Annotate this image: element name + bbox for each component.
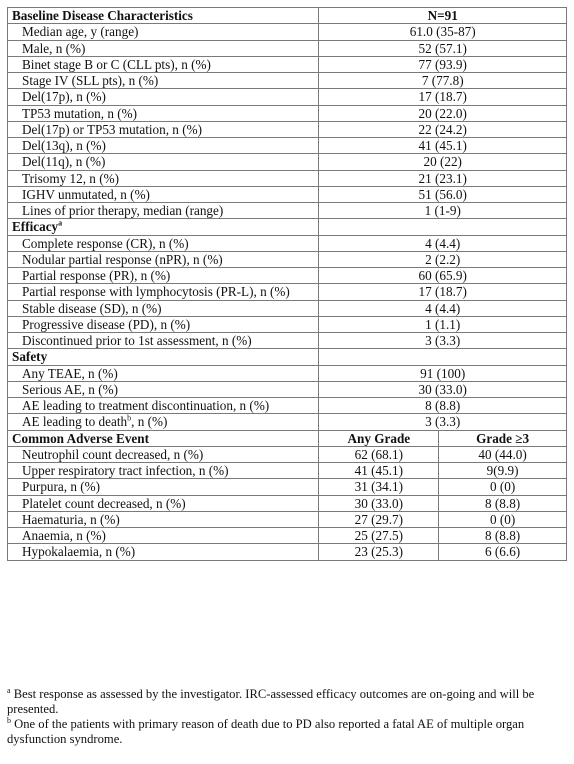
efficacy-row [8,235,567,251]
efficacy-row-label-text: Complete response (CR), n (%) [22,235,189,251]
efficacy-row-value: 1 (1.1) [319,316,567,332]
efficacy-header-sup: a [58,218,63,228]
adverse-event-row-any: 30 (33.0) [319,495,439,511]
baseline-header-row [8,8,567,24]
adverse-event-row-g3: 6 (6.6) [439,544,567,560]
baseline-row-label [8,73,319,89]
efficacy-row-label-text: Progressive disease (PD), n (%) [22,316,191,332]
safety-row-label [8,414,319,430]
baseline-row [8,24,567,40]
adverse-event-header-any: Any Grade [319,430,439,446]
baseline-row-value: 41 (45.1) [319,138,567,154]
safety-row-label-text: AE leading to treatment discontinuation, n (%) [22,398,270,413]
baseline-row-label-text: Del(17p), n (%) [22,89,106,105]
baseline-row-label-text: Male, n (%) [22,40,86,56]
baseline-row-label-text: Del(17p) or TP53 mutation, n (%) [22,121,202,137]
safety-header-label-text: Safety [12,349,48,365]
efficacy-row-label [8,235,319,251]
safety-row-label-sup: b [127,413,132,423]
efficacy-row-value: 3 (3.3) [319,333,567,349]
efficacy-row [8,284,567,300]
adverse-event-row-any: 62 (68.1) [319,446,439,462]
footnote-a [7,687,567,716]
baseline-row-label [8,56,319,72]
footnote-b-text: One of the patients with primary reason of death due to PD also reported a fatal AE of multiple organ dysfunction syndrome. [7,717,525,747]
adverse-event-row [8,446,567,462]
adverse-event-header-row [8,430,567,446]
efficacy-row-value: 17 (18.7) [319,284,567,300]
baseline-row-label-text: Trisomy 12, n (%) [22,170,119,186]
efficacy-header-label [8,219,319,235]
baseline-row [8,154,567,170]
safety-row-value: 91 (100) [319,365,567,381]
safety-row-label-text: AE leading to death [22,414,128,430]
footnote-b [7,717,567,746]
efficacy-row-label [8,251,319,267]
baseline-row-value: 61.0 (35-87) [319,24,567,40]
adverse-event-row-g3: 8 (8.8) [439,495,567,511]
footnote-a-mark: a [7,685,11,695]
safety-row-value: 3 (3.3) [319,414,567,430]
results-table-body [8,8,567,561]
safety-row [8,365,567,381]
adverse-event-row [8,463,567,479]
baseline-row-label-text: Del(11q), n (%) [22,154,106,170]
efficacy-row-label-text: Stable disease (SD), n (%) [22,300,162,316]
baseline-row-label-text: TP53 mutation, n (%) [22,105,138,121]
baseline-row-value: 77 (93.9) [319,56,567,72]
adverse-event-row-label [8,528,319,544]
safety-row-label-text: Any TEAE, n (%) [22,365,118,381]
adverse-event-header-label-text: Common Adverse Event [12,430,149,446]
baseline-row [8,186,567,202]
adverse-event-row [8,479,567,495]
efficacy-row-label [8,333,319,349]
adverse-event-header-g3: Grade ≥3 [439,430,567,446]
baseline-row-label [8,40,319,56]
baseline-row-label-text: Binet stage B or C (CLL pts), n (%) [22,56,211,72]
adverse-event-row-label [8,479,319,495]
efficacy-row [8,251,567,267]
adverse-event-row-any: 41 (45.1) [319,463,439,479]
baseline-row-value: 21 (23.1) [319,170,567,186]
efficacy-header-label-text: Efficacy [12,219,59,235]
adverse-event-row-any: 31 (34.1) [319,479,439,495]
adverse-event-row [8,495,567,511]
baseline-row-value: 52 (57.1) [319,40,567,56]
adverse-event-row [8,528,567,544]
adverse-event-row-label-text: Platelet count decreased, n (%) [22,495,186,511]
safety-row-label [8,398,319,414]
adverse-event-row-label-text: Hypokalaemia, n (%) [22,544,136,560]
adverse-event-row-label [8,495,319,511]
safety-row-label-text: Serious AE, n (%) [22,381,118,397]
baseline-row-label [8,105,319,121]
safety-row [8,414,567,430]
efficacy-row-value: 4 (4.4) [319,235,567,251]
adverse-event-row-g3: 8 (8.8) [439,528,567,544]
efficacy-header-row [8,219,567,235]
baseline-row-label [8,89,319,105]
adverse-event-row [8,511,567,527]
baseline-row-label-text: Stage IV (SLL pts), n (%) [22,73,159,88]
baseline-row [8,89,567,105]
efficacy-row-label-text: Discontinued prior to 1st assessment, n (%) [22,333,252,348]
baseline-row-label-text: IGHV unmutated, n (%) [22,186,150,202]
baseline-row-value: 17 (18.7) [319,89,567,105]
baseline-row [8,203,567,219]
adverse-event-row-g3: 40 (44.0) [439,446,567,462]
safety-row-label [8,365,319,381]
baseline-row-value: 22 (24.2) [319,121,567,137]
adverse-event-row-any: 27 (29.7) [319,511,439,527]
safety-header-label [8,349,319,365]
efficacy-row-value: 2 (2.2) [319,251,567,267]
baseline-row [8,56,567,72]
baseline-row-value: 20 (22.0) [319,105,567,121]
baseline-row-label [8,24,319,40]
baseline-row-value: 1 (1-9) [319,203,567,219]
adverse-event-row-label-text: Haematuria, n (%) [22,511,120,527]
baseline-row [8,73,567,89]
adverse-event-row [8,544,567,560]
efficacy-row [8,268,567,284]
footnotes [7,687,567,748]
safety-row-label [8,381,319,397]
safety-row [8,398,567,414]
baseline-row-label [8,186,319,202]
safety-row-value: 30 (33.0) [319,381,567,397]
efficacy-row-label [8,268,319,284]
baseline-header-value: N=91 [319,8,567,24]
baseline-row [8,105,567,121]
adverse-event-row-label [8,544,319,560]
adverse-event-row-g3: 0 (0) [439,479,567,495]
footnote-a-text: Best response as assessed by the investigator. IRC-assessed efficacy outcomes are on-going and will be presented. [7,687,535,716]
baseline-row-value: 7 (77.8) [319,73,567,89]
baseline-row-label [8,121,319,137]
baseline-row-label-text: Lines of prior therapy, median (range) [22,203,224,218]
baseline-row-label-text: Median age, y (range) [22,24,139,40]
baseline-row [8,121,567,137]
baseline-header-label-text: Baseline Disease Characteristics [12,8,193,23]
safety-header-value [319,349,567,365]
adverse-event-row-label-text: Upper respiratory tract infection, n (%) [22,463,229,478]
safety-row-value: 8 (8.8) [319,398,567,414]
adverse-event-row-any: 25 (27.5) [319,528,439,544]
results-table [7,7,567,561]
adverse-event-row-label [8,446,319,462]
safety-row-label-suffix: , n (%) [131,414,168,430]
efficacy-row-label-text: Partial response (PR), n (%) [22,268,171,283]
adverse-event-row-label-text: Purpura, n (%) [22,479,101,495]
adverse-event-header-label [8,430,319,446]
baseline-row-value: 20 (22) [319,154,567,170]
baseline-row-label-text: Del(13q), n (%) [22,138,106,153]
efficacy-row-label [8,300,319,316]
baseline-row-label [8,203,319,219]
baseline-row-value: 51 (56.0) [319,186,567,202]
adverse-event-row-label [8,511,319,527]
efficacy-row-value: 60 (65.9) [319,268,567,284]
baseline-row [8,138,567,154]
baseline-row [8,40,567,56]
baseline-row-label [8,170,319,186]
baseline-row-label [8,138,319,154]
efficacy-header-value [319,219,567,235]
baseline-header-label [8,8,319,24]
adverse-event-row-label [8,463,319,479]
footnote-b-mark: b [7,716,11,726]
adverse-event-row-g3: 9(9.9) [439,463,567,479]
adverse-event-row-label-text: Neutrophil count decreased, n (%) [22,446,204,462]
adverse-event-row-g3: 0 (0) [439,511,567,527]
efficacy-row-value: 4 (4.4) [319,300,567,316]
efficacy-row-label-text: Nodular partial response (nPR), n (%) [22,251,223,267]
efficacy-row [8,300,567,316]
baseline-row-label [8,154,319,170]
efficacy-row-label [8,316,319,332]
adverse-event-row-any: 23 (25.3) [319,544,439,560]
efficacy-row [8,316,567,332]
safety-header-row [8,349,567,365]
efficacy-row-label-text: Partial response with lymphocytosis (PR-L), n (%) [22,284,290,300]
baseline-row [8,170,567,186]
adverse-event-row-label-text: Anaemia, n (%) [22,528,106,543]
efficacy-row [8,333,567,349]
safety-row [8,381,567,397]
efficacy-row-label [8,284,319,300]
